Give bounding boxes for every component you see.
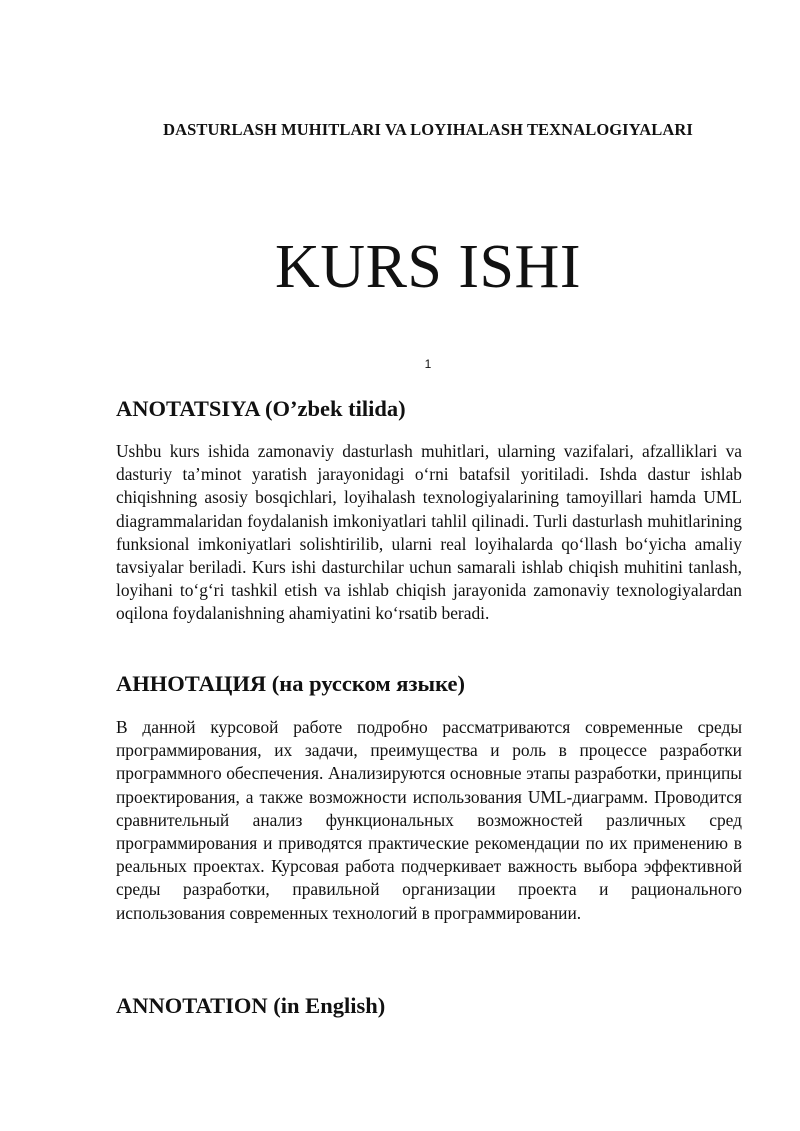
page-number: 1 xyxy=(424,357,432,371)
subject-title: DASTURLASH MUHITLARI VA LOYIHALASH TEXNALOGIYALARI xyxy=(163,120,693,139)
section-heading-uzbek: ANOTATSIYA (O’zbek tilida) xyxy=(116,396,406,421)
section-body-russian: В данной курсовой работе подробно рассматриваются современные среды программирования, их задачи, преимущества и роль в процессе разработки программного обеспечения. Анализируются основные этапы разработки, принципы проектирования, а также возможности использования UML-диаграмм. Проводится сравнительный анализ функциональных возможностей различных сред программирования и приводятся практические рекомендации по их применению в реальных проектах. Курсовая работа подчеркивает важность выбора эффективной среды разработки, правильной организации проекта и рационального использования современных технологий в программировании. xyxy=(116,717,742,923)
section-heading-english: ANNOTATION (in English) xyxy=(116,993,386,1018)
document-title: KURS ISHI xyxy=(275,233,581,301)
section-body-uzbek: Ushbu kurs ishida zamonaviy dasturlash muhitlari, ularning vazifalari, afzalliklari va dasturiy ta’minot yaratish jarayonidagi o‘rni batafsil yoritiladi. Ishda dastur ishlab chiqishning asosiy bosqichlari, loyihalash texnologiyalarining tamoyillari hamda UML diagrammalaridan foydalanish imkoniyatlari tahlil qilinadi. Turli dasturlash muhitlarining funksional imkoniyatlari solishtirilib, ularni real loyihalarda qo‘llash bo‘yicha amaliy tavsiyalar beriladi. Kurs ishi dasturchilar uchun samarali ishlab chiqish muhitini tanlash, loyihani to‘g‘ri tashkil etish va ishlab chiqish jarayonida zamonaviy texnologiyalardan oqilona foydalanishning ahamiyatini ko‘rsatib beradi. xyxy=(116,441,742,624)
section-heading-russian: АННОТАЦИЯ (на русском языке) xyxy=(116,671,465,696)
